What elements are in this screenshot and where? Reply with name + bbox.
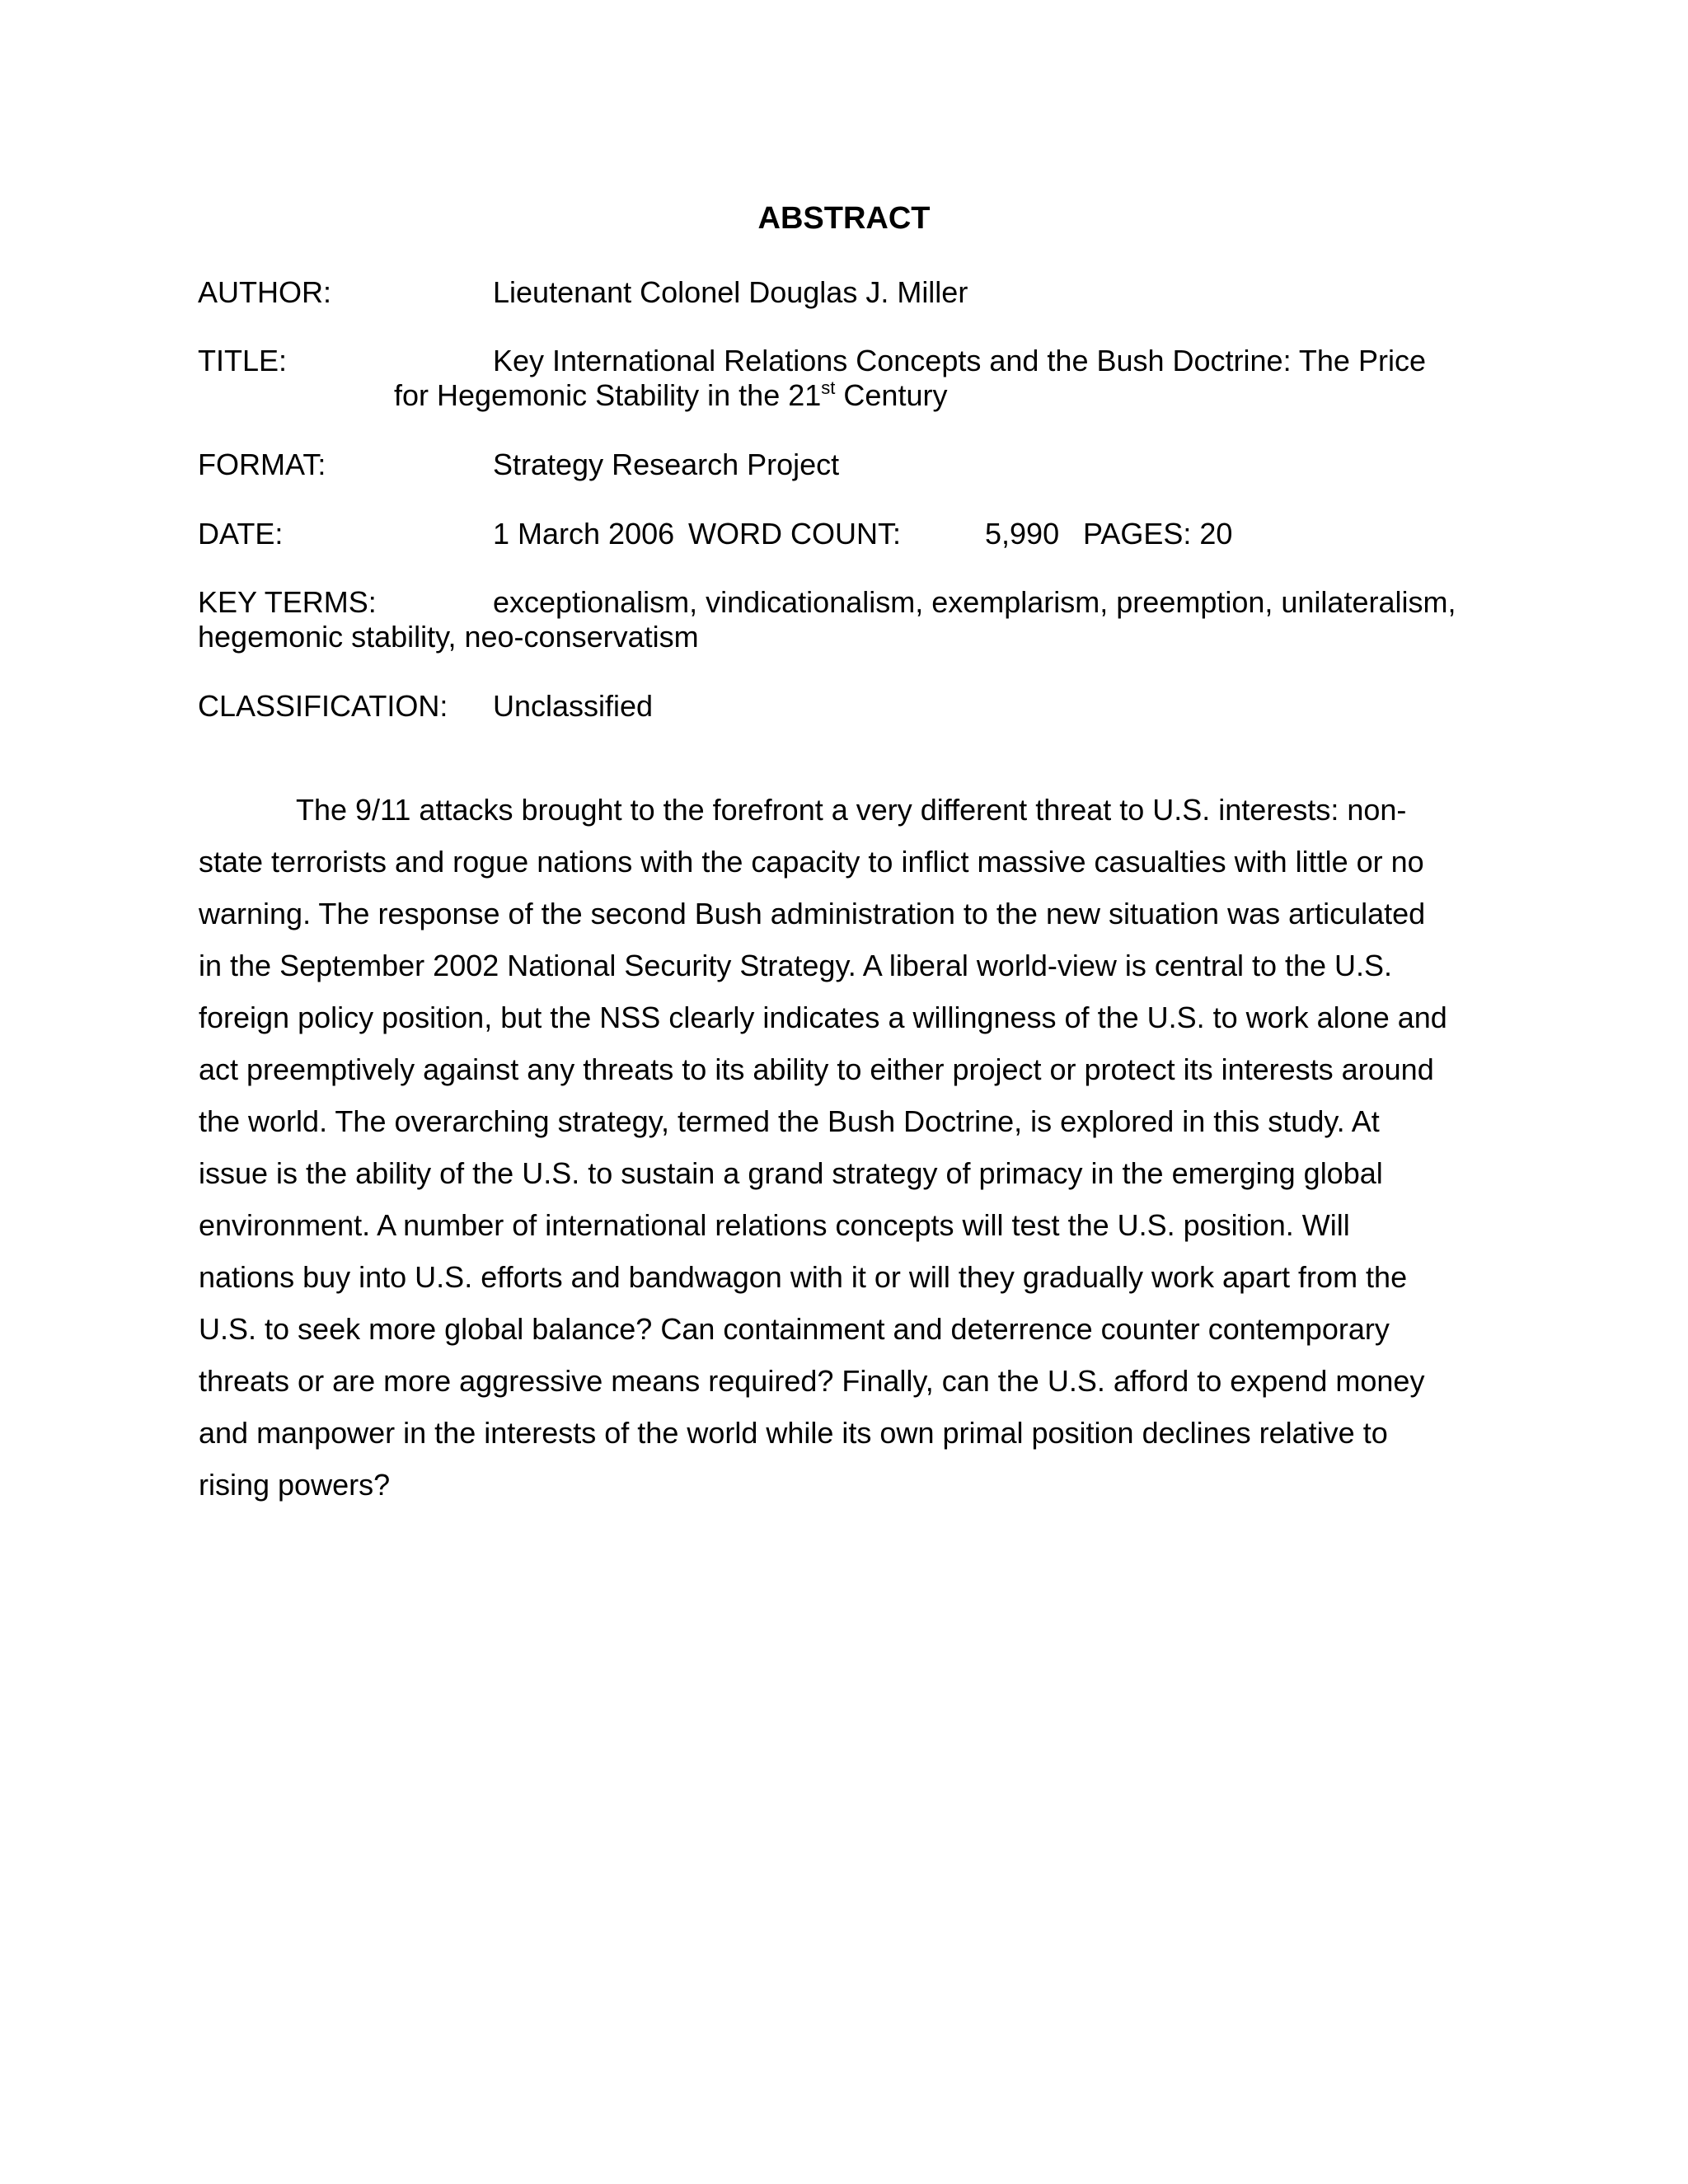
abstract-heading: ABSTRACT: [757, 201, 931, 236]
abstract-line: in the September 2002 National Security Strategy. A liberal world-view is central to the U.S.: [199, 949, 1393, 982]
abstract-line: issue is the ability of the U.S. to sustain a grand strategy of primacy in the emerging global: [199, 1156, 1383, 1190]
title-line2-superscript: st: [821, 377, 836, 398]
abstract-line: foreign policy position, but the NSS clearly indicates a willingness of the U.S. to work alone and: [199, 1001, 1447, 1034]
title-value-line1: Key International Relations Concepts and the Bush Doctrine: The Price: [493, 344, 1426, 377]
abstract-line: The 9/11 attacks brought to the forefront a very different threat to U.S. interests: non-: [296, 793, 1407, 827]
date-value: 1 March 2006: [493, 517, 675, 551]
abstract-line: environment. A number of international relations concepts will test the U.S. position. Will: [199, 1208, 1350, 1242]
format-value: Strategy Research Project: [493, 448, 840, 481]
classification-value: Unclassified: [493, 689, 654, 723]
abstract-line: U.S. to seek more global balance? Can containment and deterrence counter contemporary: [199, 1312, 1390, 1346]
abstract-line: nations buy into U.S. efforts and bandwagon with it or will they gradually work apart from the: [199, 1260, 1408, 1294]
abstract-line: threats or are more aggressive means required? Finally, can the U.S. afford to expend money: [199, 1364, 1425, 1398]
title-label: TITLE:: [198, 344, 288, 377]
key-terms-line2: hegemonic stability, neo-conservatism: [198, 620, 699, 654]
abstract-line: state terrorists and rogue nations with the capacity to inflict massive casualties with little or no: [199, 845, 1424, 879]
key-terms-line1: exceptionalism, vindicationalism, exemplarism, preemption, unilateralism,: [493, 585, 1456, 619]
word-count-label: WORD COUNT:: [688, 517, 901, 551]
format-label: FORMAT:: [198, 448, 326, 481]
abstract-line: act preemptively against any threats to its ability to either project or protect its interests around: [199, 1052, 1434, 1086]
classification-label: CLASSIFICATION:: [198, 689, 448, 723]
author-label: AUTHOR:: [198, 275, 331, 309]
date-label: DATE:: [198, 517, 284, 551]
title-line2-end: Century: [835, 378, 948, 412]
word-count-value: 5,990: [985, 517, 1060, 551]
abstract-line: warning. The response of the second Bush administration to the new situation was articulated: [199, 897, 1426, 930]
title-value-line2: [394, 377, 948, 412]
pages-value: PAGES: 20: [1083, 517, 1233, 551]
author-value: Lieutenant Colonel Douglas J. Miller: [493, 275, 968, 309]
abstract-line: the world. The overarching strategy, termed the Bush Doctrine, is explored in this study. At: [199, 1104, 1380, 1138]
abstract-line: and manpower in the interests of the world while its own primal position declines relative to: [199, 1416, 1388, 1450]
title-line2-text: for Hegemonic Stability in the 21: [394, 378, 822, 412]
key-terms-label: KEY TERMS:: [198, 585, 377, 619]
abstract-line: rising powers?: [199, 1468, 391, 1502]
